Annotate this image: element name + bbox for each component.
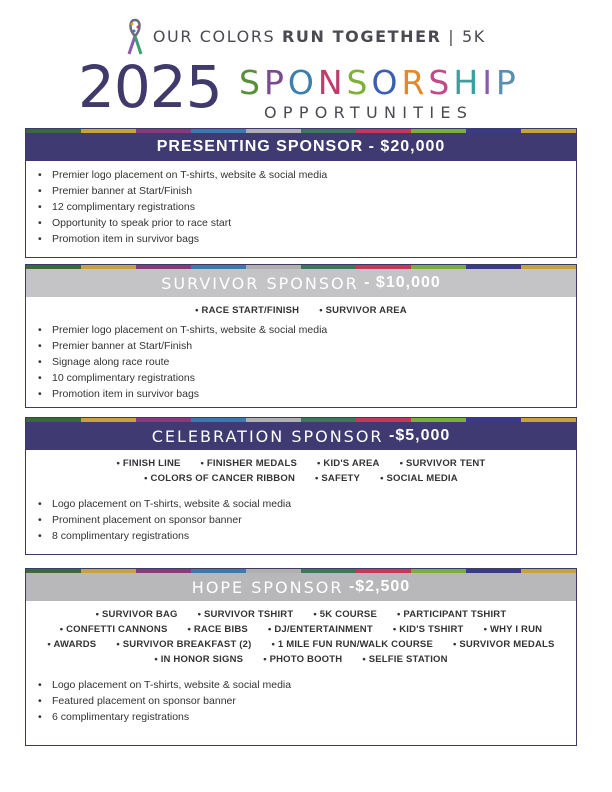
benefit-item: • 8 complimentary registrations [52,528,576,544]
stripe-segment [26,129,81,133]
stripe-segment [81,265,136,269]
stripe-segment [136,418,191,422]
sponsor-title: PRESENTING SPONSOR [156,138,364,155]
sponsor-area-item: • SURVIVOR BAG [96,607,178,622]
areas-row [26,652,576,667]
awareness-ribbon-icon [126,18,144,56]
stripe-segment [356,129,411,133]
event-prefix: OUR COLORS [152,27,276,46]
title-year: 2025 [78,53,222,121]
benefit-item: • Premier banner at Start/Finish [52,183,576,199]
color-stripe [26,129,576,133]
stripe-segment [301,418,356,422]
sponsor-area-item: • RACE BIBS [188,622,248,637]
sponsorship-letter: P [263,63,288,102]
benefit-item: • Promotion item in survivor bags [52,386,576,402]
areas-row [26,637,576,652]
sponsor-area-item: • SURVIVOR AREA [319,303,407,318]
color-stripe [26,418,576,422]
stripe-segment [191,129,246,133]
sponsorship-letter: I [482,63,496,102]
stripe-segment [466,569,521,573]
benefit-item: • 6 complimentary registrations [52,709,576,725]
sponsor-area-item: • DJ/ENTERTAINMENT [268,622,373,637]
celebration-sponsor-card [25,417,577,555]
stripe-segment [521,129,576,133]
stripe-segment [26,265,81,269]
sponsor-area-item: • SURVIVOR BREAKFAST (2) [116,637,251,652]
areas-row [26,607,576,622]
stripe-segment [246,418,301,422]
benefit-item: • Promotion item in survivor bags [52,231,576,247]
stripe-segment [521,265,576,269]
color-stripe [26,265,576,269]
sponsor-area-item: • SAFETY [315,471,360,486]
sponsorship-letter: S [239,63,264,102]
sponsor-area-item: • COLORS OF CANCER RIBBON [144,471,295,486]
stripe-segment [411,418,466,422]
sponsor-area-item: • IN HONOR SIGNS [154,652,243,667]
stripe-segment [81,569,136,573]
stripe-segment [466,129,521,133]
stripe-segment [26,418,81,422]
sponsor-area-item: • SURVIVOR TSHIRT [198,607,294,622]
sponsor-area-item: • KID'S TSHIRT [393,622,464,637]
benefits-list [26,318,576,402]
sponsor-area-item: • CONFETTI CANNONS [60,622,168,637]
stripe-segment [191,265,246,269]
survivor-sponsor-card [25,264,577,408]
stripe-segment [521,418,576,422]
benefit-item: • Premier banner at Start/Finish [52,338,576,354]
benefit-item: • Logo placement on T-shirts, website & social media [52,677,576,693]
sponsor-area-item: • PARTICIPANT TSHIRT [397,607,506,622]
sponsor-area-item: • FINISH LINE [117,456,181,471]
sponsorship-letter: H [453,63,483,102]
stripe-segment [521,569,576,573]
sponsor-areas [26,450,576,486]
benefit-item: • Logo placement on T-shirts, website & social media [52,496,576,512]
sponsorship-letter: P [495,63,520,102]
sponsor-area-item: • KID'S AREA [317,456,380,471]
event-suffix: | 5K [448,27,486,46]
title-opportunities: OPPORTUNITIES [264,103,474,122]
areas-row [26,303,576,318]
benefit-item: • Premier logo placement on T-shirts, website & social media [52,167,576,183]
stripe-segment [466,265,521,269]
color-stripe [26,569,576,573]
stripe-segment [136,569,191,573]
sponsor-area-item: • SURVIVOR MEDALS [453,637,555,652]
stripe-segment [411,265,466,269]
stripe-segment [411,569,466,573]
sponsor-band [26,133,576,161]
benefit-item: • 10 complimentary registrations [52,370,576,386]
sponsor-area-item: • 1 MILE FUN RUN/WALK COURSE [272,637,433,652]
stripe-segment [356,265,411,269]
areas-row [26,471,576,486]
stripe-segment [26,569,81,573]
stripe-segment [356,569,411,573]
sponsor-areas [26,601,576,667]
sponsor-title: HOPE SPONSOR [191,577,344,597]
sponsor-area-item: • WHY I RUN [484,622,543,637]
sponsorship-letter: R [401,63,429,102]
title-sponsorship [239,63,520,102]
benefits-list [26,161,576,247]
sponsor-areas [26,297,576,318]
sponsor-band [26,573,576,601]
sponsor-title: SURVIVOR SPONSOR [161,273,359,293]
sponsor-band [26,422,576,450]
benefit-item: • Prominent placement on sponsor banner [52,512,576,528]
sponsorship-letter: O [287,63,318,102]
sponsor-area-item: • AWARDS [47,637,96,652]
sponsor-area-item: • SURVIVOR TENT [400,456,486,471]
benefit-item: • Opportunity to speak prior to race start [52,215,576,231]
sponsor-area-item: • SOCIAL MEDIA [380,471,458,486]
stripe-segment [81,418,136,422]
areas-row [26,622,576,637]
sponsorship-letter: S [346,63,372,102]
stripe-segment [246,265,301,269]
sponsor-price: -$5,000 [389,427,451,444]
sponsor-price: -$2,500 [348,578,411,595]
sponsor-area-item: • RACE START/FINISH [195,303,299,318]
event-name [0,18,612,56]
benefit-item: • Signage along race route [52,354,576,370]
stripe-segment [81,129,136,133]
benefits-list [26,486,576,544]
sponsorship-letter: N [317,63,347,102]
stripe-segment [136,129,191,133]
sponsorship-letter: S [428,63,454,102]
sponsor-price: - $10,000 [364,274,441,291]
stripe-segment [301,129,356,133]
stripe-segment [466,418,521,422]
areas-row [26,456,576,471]
stripe-segment [301,265,356,269]
stripe-segment [246,129,301,133]
stripe-segment [136,265,191,269]
stripe-segment [191,418,246,422]
sponsor-price: - $20,000 [368,138,446,155]
stripe-segment [246,569,301,573]
sponsor-area-item: • 5K COURSE [313,607,377,622]
sponsor-area-item: • FINISHER MEDALS [201,456,297,471]
presenting-sponsor-card [25,128,577,258]
benefit-item: • 12 complimentary registrations [52,199,576,215]
sponsor-title: CELEBRATION SPONSOR [151,426,384,446]
benefit-item: • Featured placement on sponsor banner [52,693,576,709]
hope-sponsor-card [25,568,577,746]
sponsor-area-item: • SELFIE STATION [362,652,447,667]
event-bold: RUN TOGETHER [282,27,442,46]
benefits-list [26,667,576,725]
sponsor-band [26,269,576,297]
sponsorship-letter: O [371,63,402,102]
stripe-segment [356,418,411,422]
stripe-segment [191,569,246,573]
stripe-segment [411,129,466,133]
benefit-item: • Premier logo placement on T-shirts, website & social media [52,322,576,338]
stripe-segment [301,569,356,573]
sponsor-area-item: • PHOTO BOOTH [263,652,342,667]
